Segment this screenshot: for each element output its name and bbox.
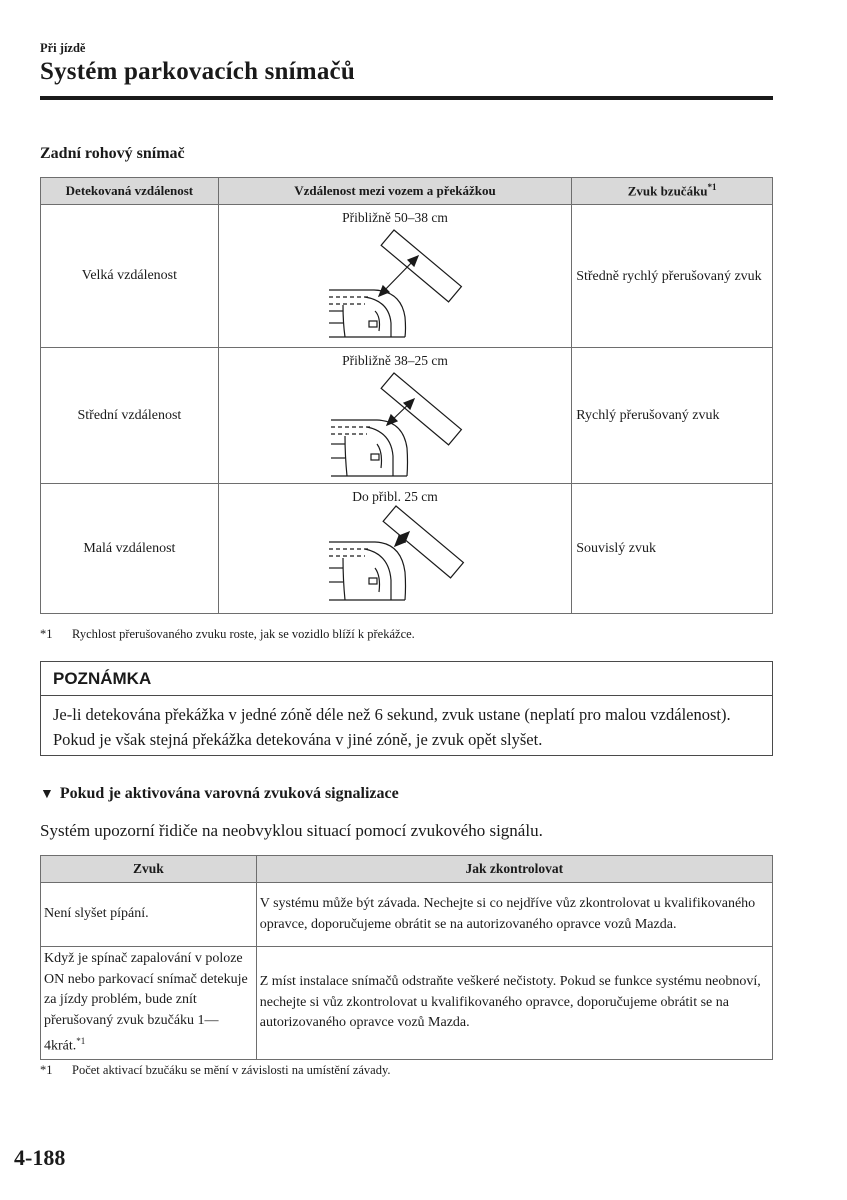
column-header-distance: Detekovaná vzdálenost <box>41 178 219 205</box>
obstacle-board <box>383 506 463 578</box>
approx-distance-label: Do přibl. 25 cm <box>352 489 438 504</box>
title-rule <box>40 96 773 100</box>
footnote-warning <box>40 1063 391 1078</box>
footnote-text: Rychlost přerušovaného zvuku roste, jak se vozidlo blíží k překážce. <box>72 627 415 641</box>
footnote-ref: *1 <box>707 182 717 193</box>
table-row <box>41 484 773 614</box>
buzzer-sound-cell: Středně rychlý přerušovaný zvuk <box>572 205 773 348</box>
footnote-corner-sensor <box>40 627 415 642</box>
distance-table <box>40 177 773 614</box>
sound-cell: Není slyšet pípání. <box>41 883 257 947</box>
car-outline <box>331 420 408 476</box>
table-row <box>41 205 773 348</box>
table-row <box>41 947 773 1060</box>
distance-cell: Velká vzdálenost <box>41 205 219 348</box>
sound-cell: Když je spínač zapalování v poloze ON nebo parkovací snímač detekuje za jízdy problém, bude znít přerušovaný zvuk bzučáku 1—4krát.$^{*1}$ <box>41 947 257 1060</box>
warning-heading <box>40 785 399 803</box>
warning-heading-text: Pokud je aktivována varovná zvuková signalizace <box>59 785 399 802</box>
diagram-cell <box>218 348 571 484</box>
table-row <box>41 348 773 484</box>
car-outline <box>329 290 406 337</box>
section-label: Při jízdě <box>40 41 86 55</box>
buzzer-sound-cell: Souvislý zvuk <box>572 484 773 614</box>
column-header-gap: Vzdálenost mezi vozem a překážkou <box>218 178 571 205</box>
table-row <box>41 883 773 947</box>
check-cell: V systému může být závada. Nechejte si co nejdříve vůz zkontrolovat u kvalifikovaného opravce, doporučujeme obrátit se na autorizovaného opravce vozů Mazda. <box>256 883 772 947</box>
car-obstacle-diagram <box>219 348 573 484</box>
car-obstacle-diagram <box>219 205 573 348</box>
footnote-mark: *1 <box>40 1063 53 1077</box>
diagram-cell <box>218 205 571 348</box>
note-title: POZNÁMKA <box>41 662 772 696</box>
column-header-sound: Zvuk bzučáku$^{*1}$ <box>572 178 773 205</box>
check-cell: Z míst instalace snímačů odstraňte veškeré nečistoty. Pokud se funkce systému neobnoví, nechejte si vůz zkontrolovat u kvalifikovaného opravce, doporučujeme obrátit se na autorizovaného opravce vozů Mazda. <box>256 947 772 1060</box>
triangle-down-icon: ▼ <box>40 787 54 802</box>
warning-intro: Systém upozorní řidiče na neobvyklou situací pomocí zvukového signálu. <box>40 821 543 840</box>
note-box <box>40 661 773 756</box>
page-number: 4-188 <box>14 1145 66 1170</box>
obstacle-board <box>381 230 461 302</box>
buzzer-sound-cell: Rychlý přerušovaný zvuk <box>572 348 773 484</box>
column-header-check: Jak zkontrolovat <box>256 856 772 883</box>
page-title: Systém parkovacích snímačů <box>40 58 355 85</box>
column-header-sound: Zvuk <box>41 856 257 883</box>
obstacle-board <box>381 373 461 445</box>
corner-sensor-heading: Zadní rohový snímač <box>40 145 185 162</box>
footnote-mark: *1 <box>40 627 53 641</box>
table-header-row <box>41 178 773 205</box>
distance-cell: Malá vzdálenost <box>41 484 219 614</box>
car-obstacle-diagram <box>219 484 573 614</box>
note-text: Je-li detekována překážka v jedné zóně déle než 6 sekund, zvuk ustane (neplatí pro malou vzdálenost). Pokud je však stejná překážka detekována v jiné zóně, je zvuk opět slyšet. <box>53 705 731 749</box>
table-header-row <box>41 856 773 883</box>
approx-distance-label: Přibližně 50–38 cm <box>342 210 448 225</box>
diagram-cell <box>218 484 571 614</box>
warning-check-table <box>40 855 773 1060</box>
footnote-ref: *1 <box>76 1036 86 1046</box>
footnote-text: Počet aktivací bzučáku se mění v závislosti na umístění závady. <box>72 1063 391 1077</box>
approx-distance-label: Přibližně 38–25 cm <box>342 353 448 368</box>
car-outline <box>329 542 406 600</box>
distance-cell: Střední vzdálenost <box>41 348 219 484</box>
